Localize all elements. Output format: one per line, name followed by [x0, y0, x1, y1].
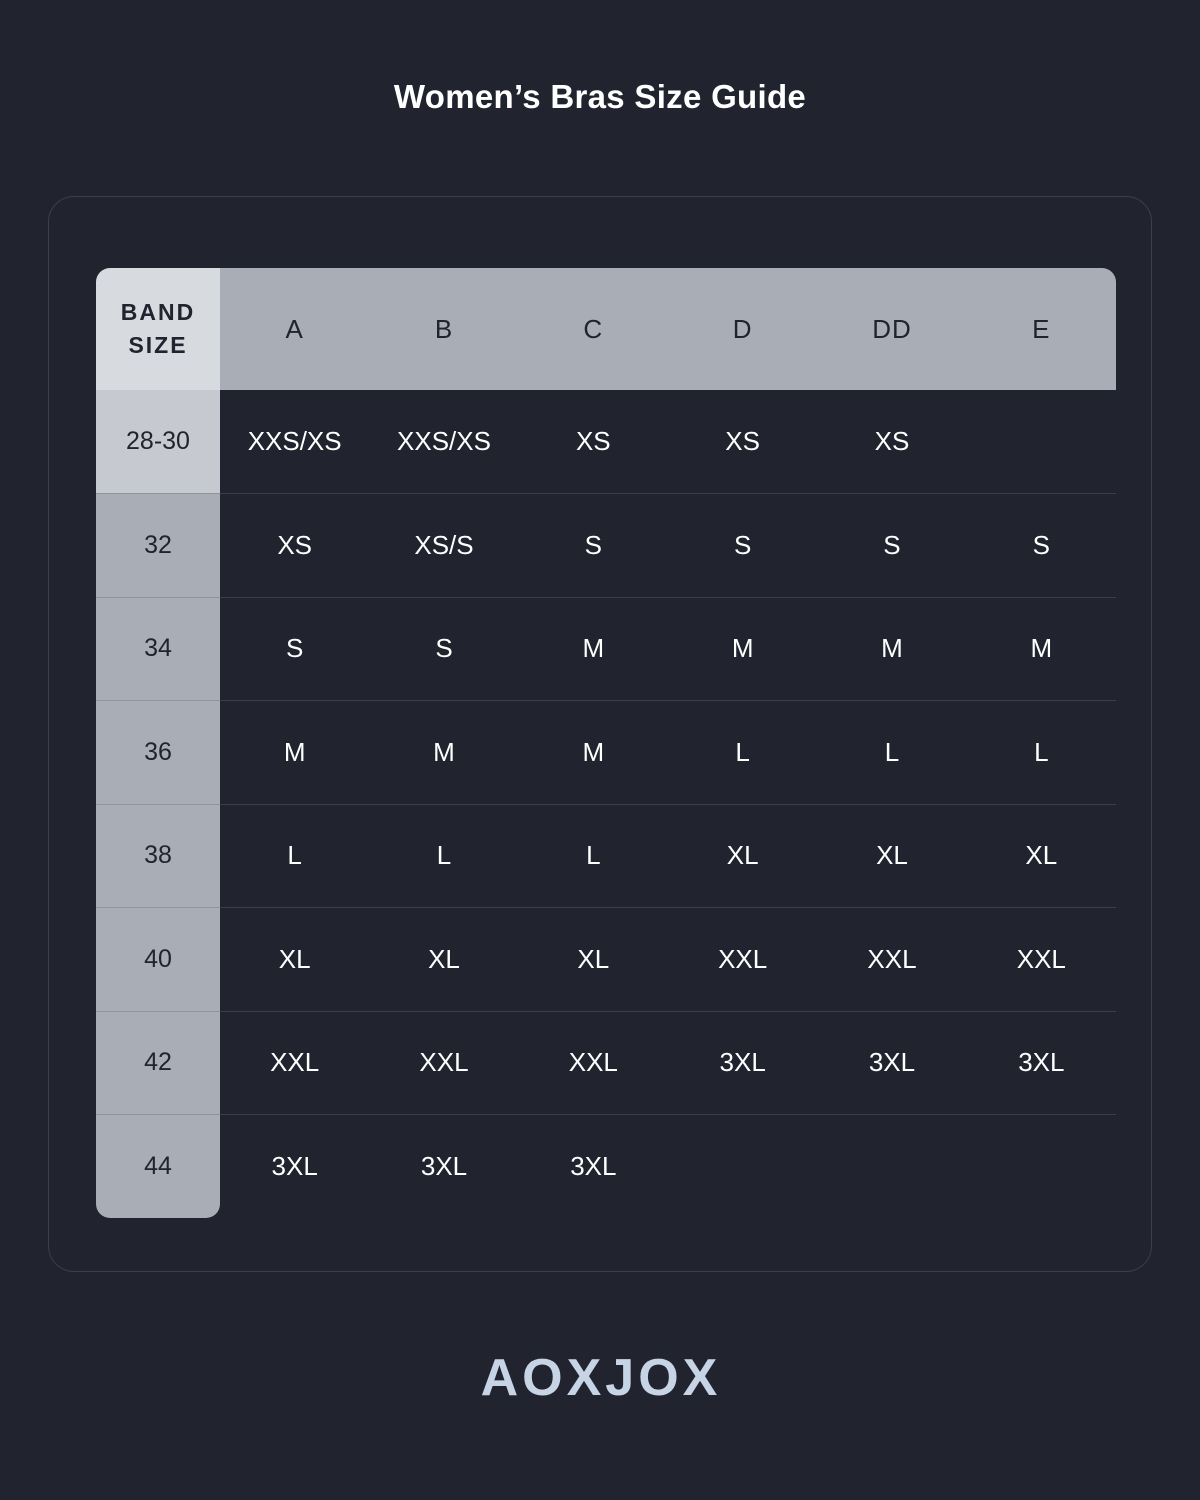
band-size-cell: 28-30: [96, 390, 220, 494]
brand-name: AOXJOX: [480, 1349, 722, 1407]
cup-header-d: D: [668, 268, 817, 390]
band-size-cell: 32: [96, 494, 220, 598]
size-cell: XL: [967, 804, 1116, 908]
brand-logo: [0, 1348, 1200, 1408]
size-cell: XXL: [967, 908, 1116, 1012]
size-cell: S: [967, 494, 1116, 598]
size-cell: M: [369, 701, 518, 805]
size-cell: 3XL: [271, 1151, 318, 1181]
size-cell: L: [817, 701, 966, 805]
size-cell: XS/S: [369, 494, 518, 598]
cup-header-dd: DD: [817, 268, 966, 390]
size-cell: 3XL: [817, 1011, 966, 1115]
band-size-cell: 42: [96, 1011, 220, 1115]
size-cell: XS: [519, 390, 668, 494]
size-cell: S: [220, 597, 369, 701]
size-cell: XXL: [369, 1011, 518, 1115]
size-cell: XS: [220, 494, 369, 598]
band-size-cell: 38: [96, 804, 220, 908]
size-cell: L: [967, 701, 1116, 805]
size-cell: [967, 390, 1116, 494]
size-cell: XL: [519, 908, 668, 1012]
size-cell: L: [369, 804, 518, 908]
size-cell: M: [519, 597, 668, 701]
band-size-cell: 34: [96, 597, 220, 701]
size-cell: [817, 1115, 966, 1219]
table-head: [96, 268, 1116, 390]
size-table: [96, 268, 1116, 1218]
size-cell: M: [967, 597, 1116, 701]
size-cell: 3XL: [570, 1151, 617, 1181]
table-row: [96, 1115, 1116, 1219]
header-row: [96, 268, 1116, 390]
size-cell: M: [519, 701, 668, 805]
size-cell: M: [817, 597, 966, 701]
table-row: [96, 494, 1116, 598]
size-cell: S: [519, 494, 668, 598]
band-size-cell: 40: [96, 908, 220, 1012]
size-cell: [668, 1115, 817, 1219]
size-cell: S: [369, 597, 518, 701]
size-cell: 3XL: [967, 1011, 1116, 1115]
table-row: [96, 804, 1116, 908]
size-cell: L: [519, 804, 668, 908]
size-cell: S: [817, 494, 966, 598]
size-cell: XL: [817, 804, 966, 908]
size-table-container: [96, 268, 1116, 1218]
size-cell: S: [668, 494, 817, 598]
table-row: [96, 597, 1116, 701]
size-cell: XXL: [220, 1011, 369, 1115]
size-cell: XL: [668, 804, 817, 908]
table-row: [96, 390, 1116, 494]
size-cell: XXS/XS: [369, 390, 518, 494]
table-row: [96, 1011, 1116, 1115]
size-cell: XL: [220, 908, 369, 1012]
cup-header-a: A: [220, 268, 369, 390]
size-cell: L: [220, 804, 369, 908]
band-size-header-line2: SIZE: [128, 332, 188, 358]
size-cell: XL: [369, 908, 518, 1012]
size-cell: M: [668, 597, 817, 701]
band-size-cell: 44: [96, 1115, 220, 1219]
band-size-header: [96, 268, 220, 390]
size-cell: 3XL: [420, 1151, 468, 1181]
size-cell: M: [220, 701, 369, 805]
table-row: [96, 701, 1116, 805]
band-size-header-line1: BAND: [120, 298, 196, 325]
size-cell: XXL: [817, 908, 966, 1012]
cup-header-e: E: [967, 268, 1116, 390]
band-size-cell: 36: [96, 701, 220, 805]
size-cell: 3XL: [668, 1011, 817, 1115]
cup-header-b: B: [369, 268, 518, 390]
size-cell: XS: [817, 390, 966, 494]
size-cell: XXL: [668, 908, 817, 1012]
cup-header-c: C: [519, 268, 668, 390]
size-cell: L: [668, 701, 817, 805]
size-cell: XS: [668, 390, 817, 494]
table-body: [96, 390, 1116, 1218]
size-cell: XXL: [519, 1011, 668, 1115]
table-row: [96, 908, 1116, 1012]
size-cell: [967, 1115, 1116, 1219]
page-title: Women’s Bras Size Guide: [393, 78, 807, 115]
size-cell: XXS/XS: [220, 390, 369, 494]
